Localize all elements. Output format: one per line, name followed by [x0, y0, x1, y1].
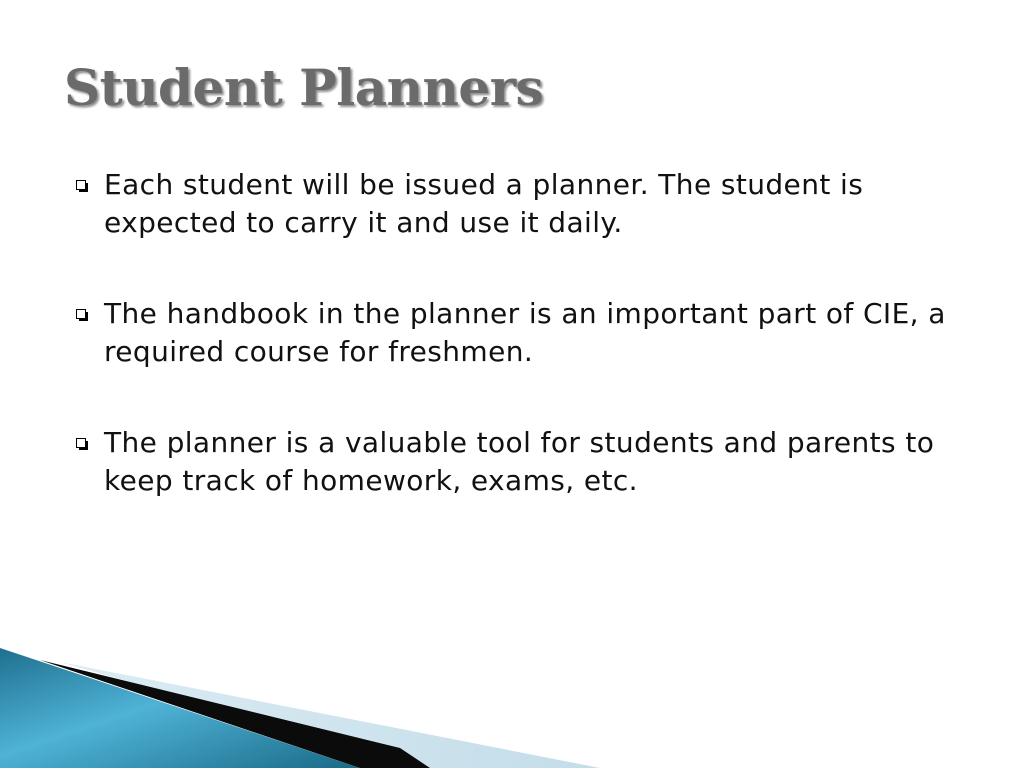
square-bullet-icon [76, 180, 88, 192]
bullet-item [76, 166, 966, 242]
bullet-text: The handbook in the planner is an important part of CIE, a required course for freshmen. [104, 297, 946, 368]
bullet-text: The planner is a valuable tool for students and parents to keep track of homework, exams, etc. [104, 426, 935, 497]
bullet-item [76, 295, 966, 371]
bullet-list [76, 166, 966, 553]
square-bullet-icon [76, 438, 88, 450]
bullet-text: Each student will be issued a planner. The student is expected to carry it and use it daily. [104, 168, 864, 239]
square-bullet-icon [76, 309, 88, 321]
black-wedge [40, 660, 430, 768]
light-blue-wedge [60, 662, 600, 768]
slide-title: Student Planners [64, 58, 544, 117]
teal-wedge [0, 648, 360, 768]
bullet-item [76, 424, 966, 500]
